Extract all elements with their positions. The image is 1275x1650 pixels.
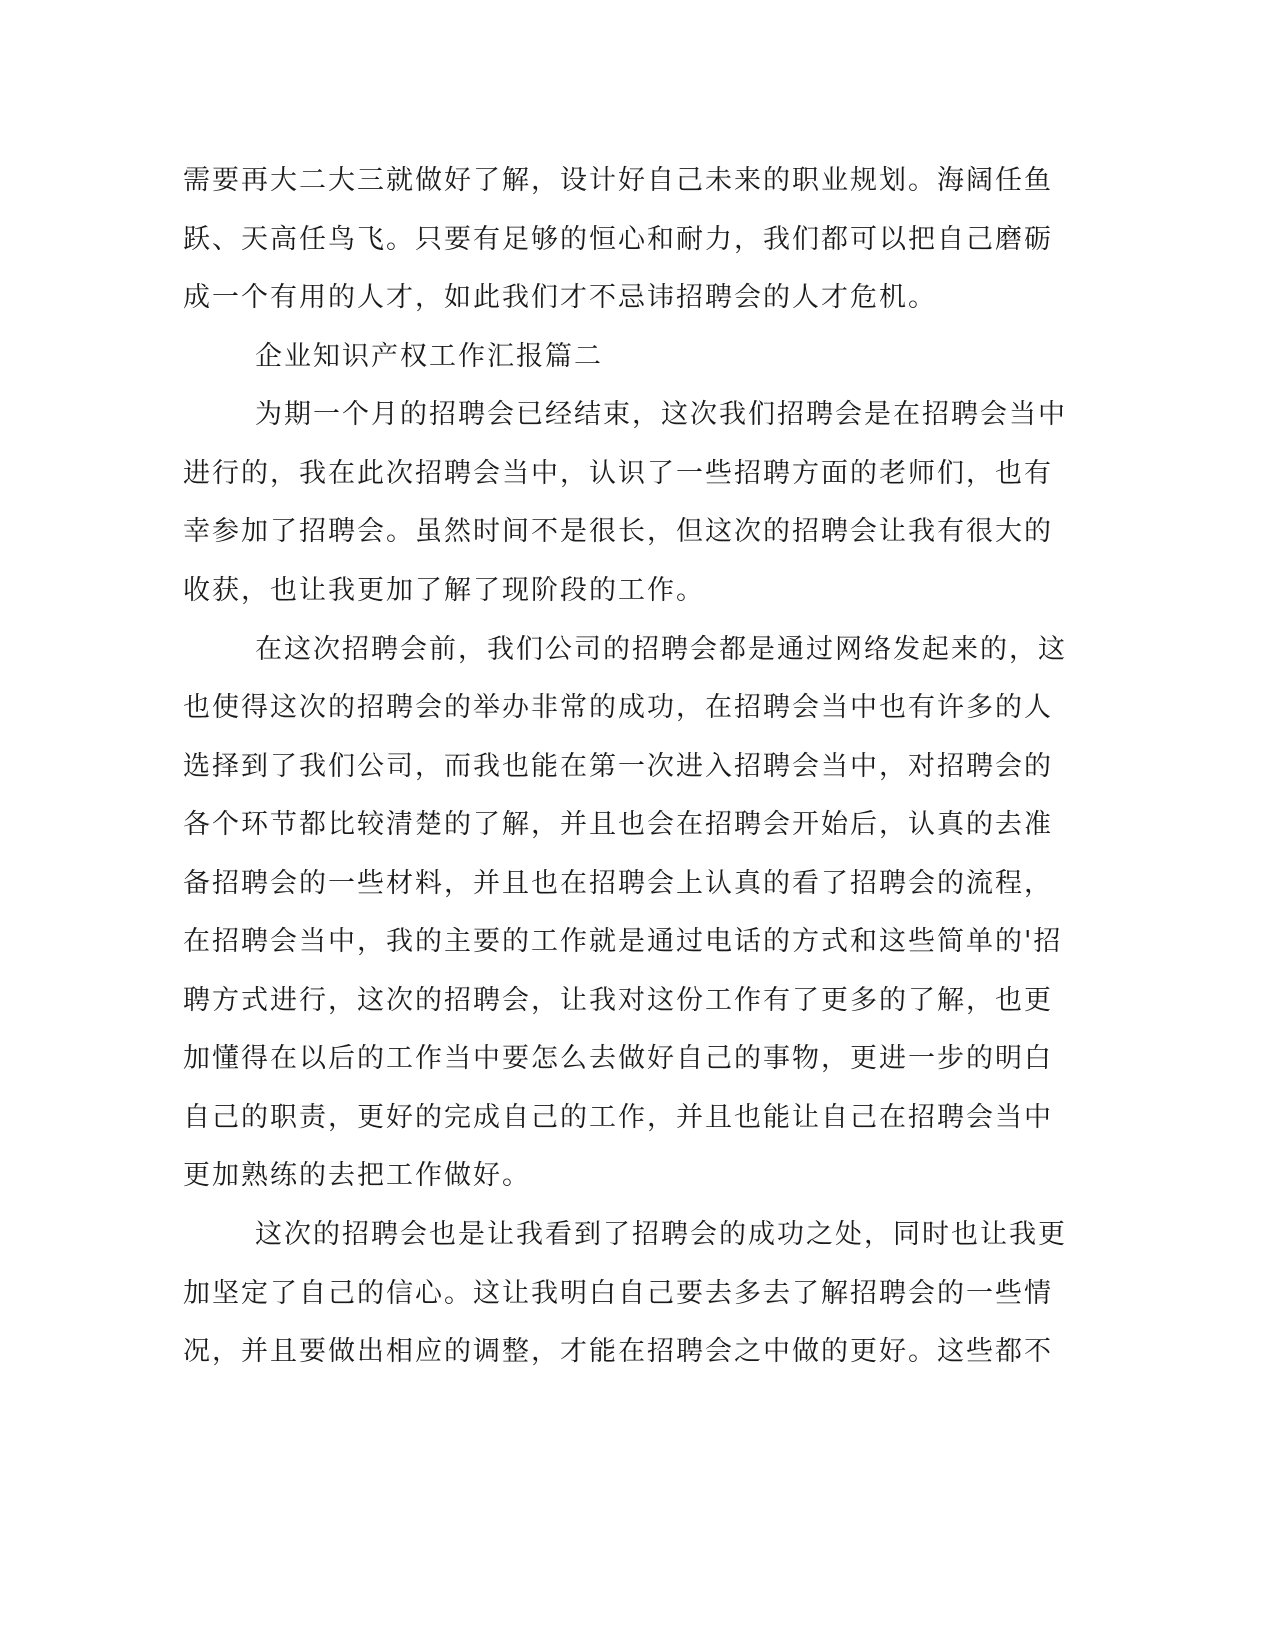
paragraph-line: 进行的，我在此次招聘会当中，认识了一些招聘方面的老师们，也有 <box>183 458 1053 489</box>
section-heading: 企业知识产权工作汇报篇二 <box>255 341 603 372</box>
paragraph-line: 跃、天高任鸟飞。只要有足够的恒心和耐力，我们都可以把自己磨砺 <box>183 224 1053 255</box>
paragraph-line: 在招聘会当中，我的主要的工作就是通过电话的方式和这些简单的'招 <box>183 926 1063 957</box>
paragraph-line: 况，并且要做出相应的调整，才能在招聘会之中做的更好。这些都不 <box>183 1336 1053 1367</box>
paragraph-line: 为期一个月的招聘会已经结束，这次我们招聘会是在招聘会当中 <box>255 399 1067 430</box>
paragraph-line: 聘方式进行，这次的招聘会，让我对这份工作有了更多的了解，也更 <box>183 985 1053 1016</box>
paragraph-line: 在这次招聘会前，我们公司的招聘会都是通过网络发起来的，这 <box>255 634 1067 665</box>
paragraph-line: 备招聘会的一些材料，并且也在招聘会上认真的看了招聘会的流程， <box>183 868 1053 899</box>
paragraph-line: 各个环节都比较清楚的了解，并且也会在招聘会开始后，认真的去准 <box>183 809 1053 840</box>
paragraph-line: 幸参加了招聘会。虽然时间不是很长，但这次的招聘会让我有很大的 <box>183 516 1053 547</box>
paragraph-line: 选择到了我们公司，而我也能在第一次进入招聘会当中，对招聘会的 <box>183 751 1053 782</box>
paragraph-line: 更加熟练的去把工作做好。 <box>183 1160 531 1191</box>
paragraph-line: 自己的职责，更好的完成自己的工作，并且也能让自己在招聘会当中 <box>183 1102 1053 1133</box>
paragraph-line: 加懂得在以后的工作当中要怎么去做好自己的事物，更进一步的明白 <box>183 1043 1053 1074</box>
paragraph-line: 需要再大二大三就做好了解，设计好自己未来的职业规划。海阔任鱼 <box>183 165 1053 196</box>
paragraph-line: 也使得这次的招聘会的举办非常的成功，在招聘会当中也有许多的人 <box>183 692 1053 723</box>
paragraph-line: 成一个有用的人才，如此我们才不忌讳招聘会的人才危机。 <box>183 282 937 313</box>
paragraph-line: 这次的招聘会也是让我看到了招聘会的成功之处，同时也让我更 <box>255 1219 1067 1250</box>
paragraph-line: 加坚定了自己的信心。这让我明白自己要去多去了解招聘会的一些情 <box>183 1278 1053 1309</box>
paragraph-line: 收获，也让我更加了解了现阶段的工作。 <box>183 575 705 606</box>
